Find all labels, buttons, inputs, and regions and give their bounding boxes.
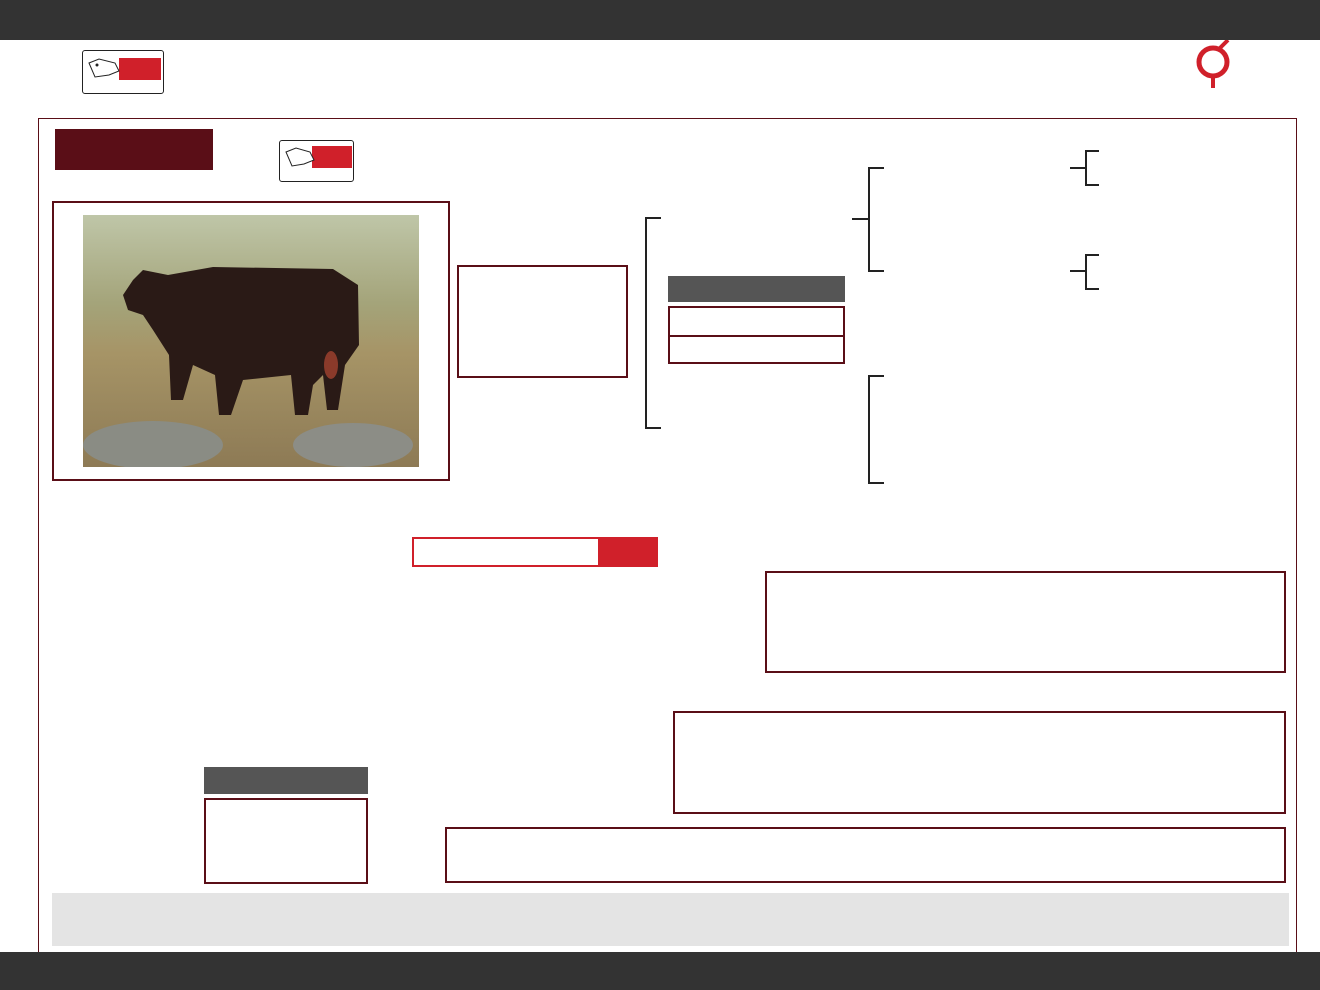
ped-sire-sire[interactable] (890, 138, 1065, 144)
ped-line (868, 375, 870, 483)
ped-line (1085, 150, 1099, 152)
qr-code[interactable] (52, 769, 168, 885)
ped-line (868, 375, 884, 377)
bull-photo (83, 215, 419, 467)
miostatien-box (204, 798, 368, 884)
studbook-logo (1184, 40, 1254, 105)
ped-line (868, 482, 884, 484)
ped-line (1085, 254, 1087, 288)
ped-line (1085, 254, 1099, 256)
ped-line (645, 217, 661, 219)
sussex-logo-header (82, 50, 164, 94)
top-bar (0, 0, 1320, 40)
miostatien-title (204, 767, 368, 794)
sussex-logo-card (279, 140, 354, 182)
ouerskap-header (668, 276, 845, 302)
ped-line (1070, 270, 1085, 272)
logix-logo (684, 540, 754, 675)
ped-dam[interactable] (630, 398, 876, 403)
ped-sire[interactable] (663, 190, 843, 200)
ped-line (645, 427, 661, 429)
lot-label (55, 129, 213, 170)
ped-line (1070, 167, 1085, 169)
ouerskap-divider (670, 335, 843, 337)
ped-line (868, 167, 884, 169)
weights-box (445, 827, 1286, 883)
bottom-bar (0, 952, 1320, 990)
ebv-top-box (765, 571, 1286, 673)
koeiwaarde (412, 537, 600, 567)
ped-line (1085, 150, 1087, 184)
ebv-bot-box (673, 711, 1286, 814)
ped-line (1085, 184, 1099, 186)
ped-line (645, 217, 647, 427)
ped-line (868, 270, 884, 272)
ped-line (852, 218, 868, 220)
seller-remarks (52, 893, 1289, 946)
ped-sire-dam[interactable] (862, 242, 1090, 248)
info-table (457, 265, 628, 378)
ped-line (1085, 288, 1099, 290)
ped-line (868, 167, 870, 271)
